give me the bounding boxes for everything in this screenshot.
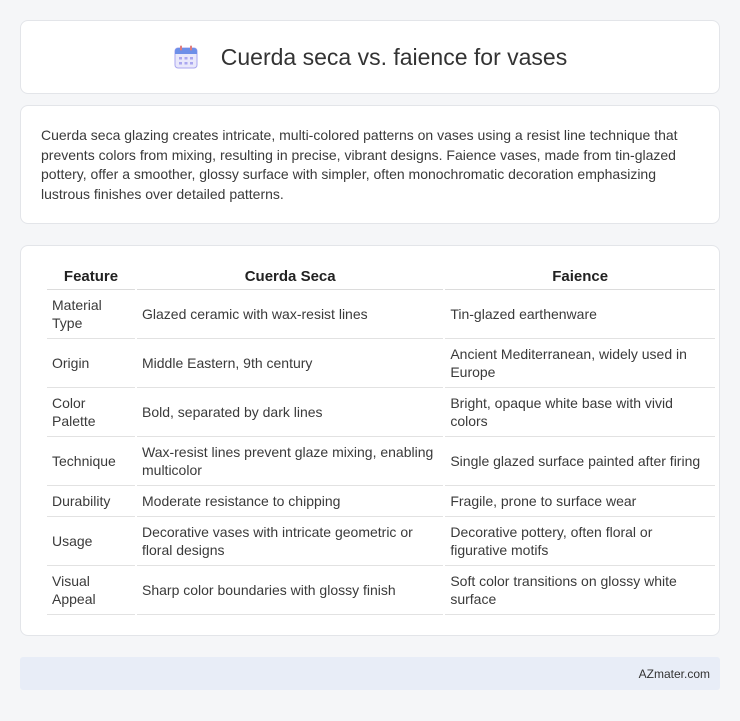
cuerda-seca-cell: Decorative vases with intricate geometric or floral designs [137, 517, 443, 566]
column-header-feature: Feature [47, 264, 135, 290]
table-row [47, 290, 715, 339]
cuerda-seca-cell: Middle Eastern, 9th century [137, 339, 443, 388]
faience-cell: Fragile, prone to surface wear [445, 486, 715, 517]
cuerda-seca-cell: Sharp color boundaries with glossy finish [137, 566, 443, 615]
summary-card [20, 105, 720, 224]
cuerda-seca-cell: Moderate resistance to chipping [137, 486, 443, 517]
cuerda-seca-cell: Wax-resist lines prevent glaze mixing, enabling multicolor [137, 437, 443, 486]
page-title: Cuerda seca vs. faience for vases [220, 43, 568, 70]
faience-cell: Tin-glazed earthenware [445, 290, 715, 339]
comparison-table-card [20, 245, 720, 636]
table-row [47, 486, 715, 517]
feature-cell: Material Type [47, 290, 135, 339]
footer [20, 657, 720, 690]
feature-cell: Origin [47, 339, 135, 388]
feature-cell: Usage [47, 517, 135, 566]
calendar-icon [173, 44, 199, 70]
column-header-faience: Faience [445, 264, 715, 290]
table-row [47, 566, 715, 615]
cuerda-seca-cell: Glazed ceramic with wax-resist lines [137, 290, 443, 339]
table-header-row [47, 264, 715, 290]
title-card [20, 20, 720, 94]
table-row [47, 517, 715, 566]
table-row [47, 339, 715, 388]
summary-text: Cuerda seca glazing creates intricate, multi-colored patterns on vases using a resist line technique that prevents colors from mixing, resulting in precise, vibrant designs. Faience vases, made from tin-glazed pottery, offer a smoother, glossy surface with simpler, often monochromatic decoration emphasizing lustrous finishes over detailed patterns. [41, 127, 678, 202]
faience-cell: Single glazed surface painted after firing [445, 437, 715, 486]
cuerda-seca-cell: Bold, separated by dark lines [137, 388, 443, 437]
feature-cell: Color Palette [47, 388, 135, 437]
feature-cell: Technique [47, 437, 135, 486]
footer-brand: AZmater.com [638, 666, 710, 681]
faience-cell: Ancient Mediterranean, widely used in Europe [445, 339, 715, 388]
comparison-table [45, 264, 717, 615]
faience-cell: Bright, opaque white base with vivid colors [445, 388, 715, 437]
feature-cell: Durability [47, 486, 135, 517]
table-row [47, 388, 715, 437]
feature-cell: Visual Appeal [47, 566, 135, 615]
table-row [47, 437, 715, 486]
faience-cell: Soft color transitions on glossy white surface [445, 566, 715, 615]
faience-cell: Decorative pottery, often floral or figurative motifs [445, 517, 715, 566]
column-header-cuerda-seca: Cuerda Seca [137, 264, 443, 290]
